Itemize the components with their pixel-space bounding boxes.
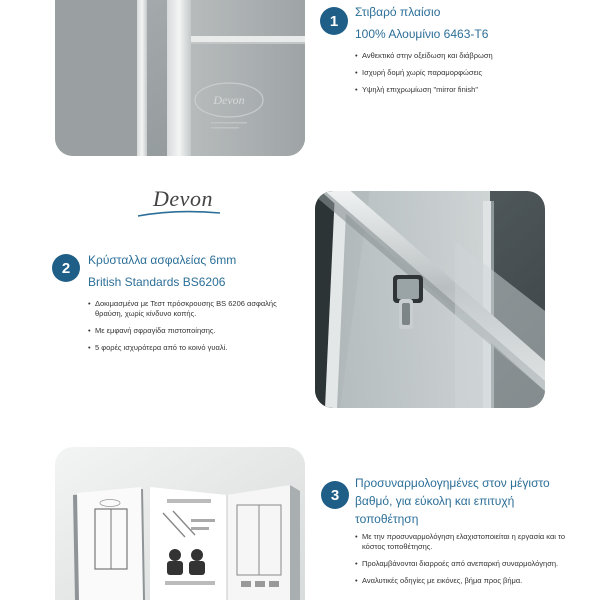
feature-3-title: Προσυναρμολογημένες στον μέγιστο βαθμό, για εύκολη και επιτυχή τοποθέτηση	[355, 476, 550, 526]
feature-3-bullet-list	[355, 532, 570, 593]
logo-swoosh-icon	[136, 207, 222, 219]
feature-1-subtitle: 100% Αλουμίνιο 6463-T6	[355, 27, 489, 41]
feature-3-bullet: • Προλαμβάνονται διαρροές από ανεπαρκή συναρμολόγηση.	[355, 559, 570, 569]
feature-1-bullet: • Ανθεκτικό στην οξείδωση και διάβρωση	[355, 51, 585, 61]
feature-1-title: Στιβαρό πλαίσιο	[355, 5, 441, 19]
feature-2-number-badge: 2	[52, 254, 80, 282]
feature-1-bullet: • Υψηλή επιχρωμίωση "mirror finish"	[355, 85, 585, 95]
feature-2-bullet: • 5 φορές ισχυρότερα από το κοινό γυαλί.	[88, 343, 288, 353]
feature-2-bullet: • Δοκιμασμένα με Τεστ πρόσκρουσης BS 6206 ασφαλής θραύση, χωρίς κίνδυνο κοπής.	[88, 299, 288, 319]
feature-2-subtitle: British Standards BS6206	[88, 275, 226, 289]
feature-1-bullet-list	[355, 51, 585, 102]
glass-bracket-image	[315, 191, 545, 408]
etched-logo-text: Devon	[213, 93, 245, 107]
feature-1-bullet: • Ισχυρή δομή χωρίς παραμορφώσεις	[355, 68, 585, 78]
devon-logo: Devon	[153, 186, 213, 211]
frame-glass-image	[55, 0, 305, 156]
instruction-manual-image	[55, 447, 305, 600]
feature-1-number-badge: 1	[320, 7, 348, 35]
feature-3-bullet: • Αναλυτικές οδηγίες με εικόνες, βήμα προς βήμα.	[355, 576, 570, 586]
feature-3-bullet: • Με την προσυναρμολόγηση ελαχιστοποιείται η εργασία και το κόστος τοποθέτησης.	[355, 532, 570, 552]
feature-2-title: Κρύσταλλα ασφαλείας 6mm	[88, 253, 237, 267]
feature-3-number-badge: 3	[321, 481, 349, 509]
feature-2-bullet-list	[88, 299, 288, 360]
feature-2-bullet: • Με εμφανή σφραγίδα πιστοποίησης.	[88, 326, 288, 336]
